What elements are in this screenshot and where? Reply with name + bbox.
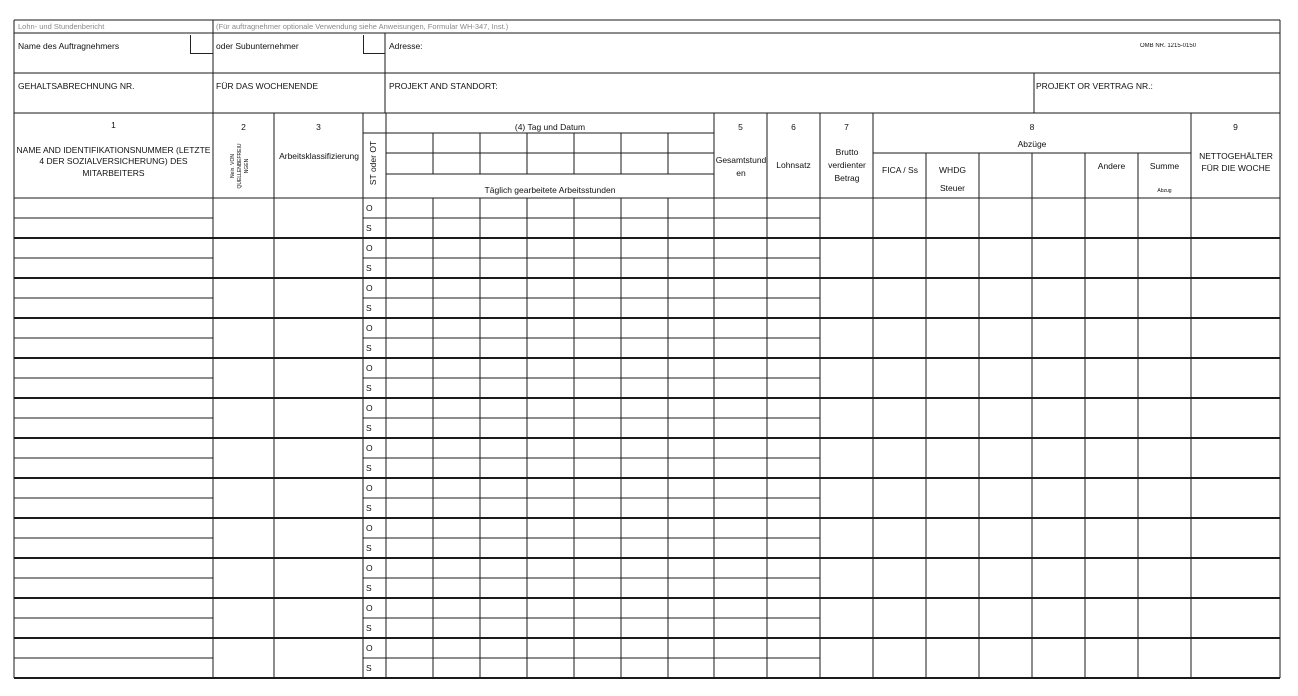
row-st-label: S bbox=[366, 623, 372, 633]
col3-number: 3 bbox=[316, 122, 321, 132]
row-ot-label: O bbox=[366, 643, 373, 653]
col3-heading: Arbeitsklassifizierung bbox=[279, 151, 359, 161]
row-ot-label: O bbox=[366, 283, 373, 293]
col9-heading: NETTOGEHÄLTER FÜR DIE WOCHE bbox=[1199, 151, 1273, 174]
col8-number: 8 bbox=[1029, 122, 1035, 132]
project-location-label: PROJEKT AND STANDORT: bbox=[389, 81, 498, 91]
omb-number: OMB NR. 1215-0150 bbox=[1140, 43, 1197, 49]
col2-number: 2 bbox=[241, 122, 246, 132]
contract-number-label: PROJEKT OR VERTRAG NR.: bbox=[1036, 81, 1153, 91]
row-ot-label: O bbox=[366, 483, 373, 493]
address-label: Adresse: bbox=[389, 41, 423, 51]
andere-heading: Andere bbox=[1097, 161, 1126, 171]
subcontractor-label: oder Subunternehmer bbox=[216, 41, 299, 51]
row-ot-label: O bbox=[366, 323, 373, 333]
row-st-label: S bbox=[366, 303, 372, 313]
col2-heading-c: NGEN bbox=[244, 158, 250, 174]
col4-subheading: Täglich gearbeitete Arbeitsstunden bbox=[484, 185, 616, 195]
row-ot-label: O bbox=[366, 563, 373, 573]
row-st-label: S bbox=[366, 223, 372, 233]
col1-heading: NAME AND IDENTIFIKATIONSNUMMER (LETZTE 4 DER SOZIALVERSICHERUNG) DES MITARBEITERS bbox=[16, 145, 211, 178]
row-st-label: S bbox=[366, 583, 372, 593]
contractor-label: Name des Auftragnehmers bbox=[18, 41, 120, 51]
st-ot-heading: ST oder OT bbox=[368, 140, 378, 186]
subcontractor-checkbox[interactable] bbox=[363, 35, 385, 54]
row-st-label: S bbox=[366, 503, 372, 513]
summe-heading: Summe bbox=[1149, 161, 1180, 171]
contractor-checkbox[interactable] bbox=[190, 35, 213, 54]
col9-number: 9 bbox=[1233, 122, 1238, 132]
row-ot-label: O bbox=[366, 603, 373, 613]
col8-heading: Abzüge bbox=[1017, 139, 1047, 149]
row-st-label: S bbox=[366, 383, 372, 393]
col4-heading: (4) Tag und Datum bbox=[514, 122, 586, 132]
form-note: (Für auftragnehmer optionale Verwendung siehe Anweisungen, Formular WH-347, Inst.) bbox=[216, 22, 509, 31]
row-st-label: S bbox=[366, 423, 372, 433]
col5-heading: Gesamtstunden bbox=[715, 155, 767, 178]
row-ot-label: O bbox=[366, 363, 373, 373]
row-st-label: S bbox=[366, 463, 372, 473]
abzug-heading: Abzug bbox=[1157, 188, 1172, 194]
row-st-label: S bbox=[366, 263, 372, 273]
col5-number: 5 bbox=[738, 122, 743, 132]
row-ot-label: O bbox=[366, 523, 373, 533]
row-ot-label: O bbox=[366, 403, 373, 413]
col7-number: 7 bbox=[844, 122, 849, 132]
week-ending-label: FÜR DAS WOCHENENDE bbox=[216, 81, 319, 91]
row-ot-label: O bbox=[366, 203, 373, 213]
form-title: Lohn- und Stundenbericht bbox=[18, 22, 105, 31]
row-st-label: S bbox=[366, 543, 372, 553]
col6-heading: Lohnsatz bbox=[776, 160, 811, 170]
row-st-label: S bbox=[366, 343, 372, 353]
col1-number: 1 bbox=[111, 120, 116, 130]
payroll-number-label: GEHALTSABRECHNUNG NR. bbox=[18, 81, 135, 91]
row-ot-label: O bbox=[366, 243, 373, 253]
row-st-label: S bbox=[366, 663, 372, 673]
row-ot-label: O bbox=[366, 443, 373, 453]
col2-heading-a: Nein. VON bbox=[230, 154, 236, 178]
col7-heading: Brutto verdienter Betrag bbox=[828, 147, 866, 183]
col2-heading-b: QUELLENBEFREIU bbox=[237, 143, 243, 189]
whdg-heading: WHDG Steuer bbox=[939, 165, 966, 194]
fica-heading: FICA / Ss bbox=[882, 165, 918, 175]
col6-number: 6 bbox=[791, 122, 796, 132]
